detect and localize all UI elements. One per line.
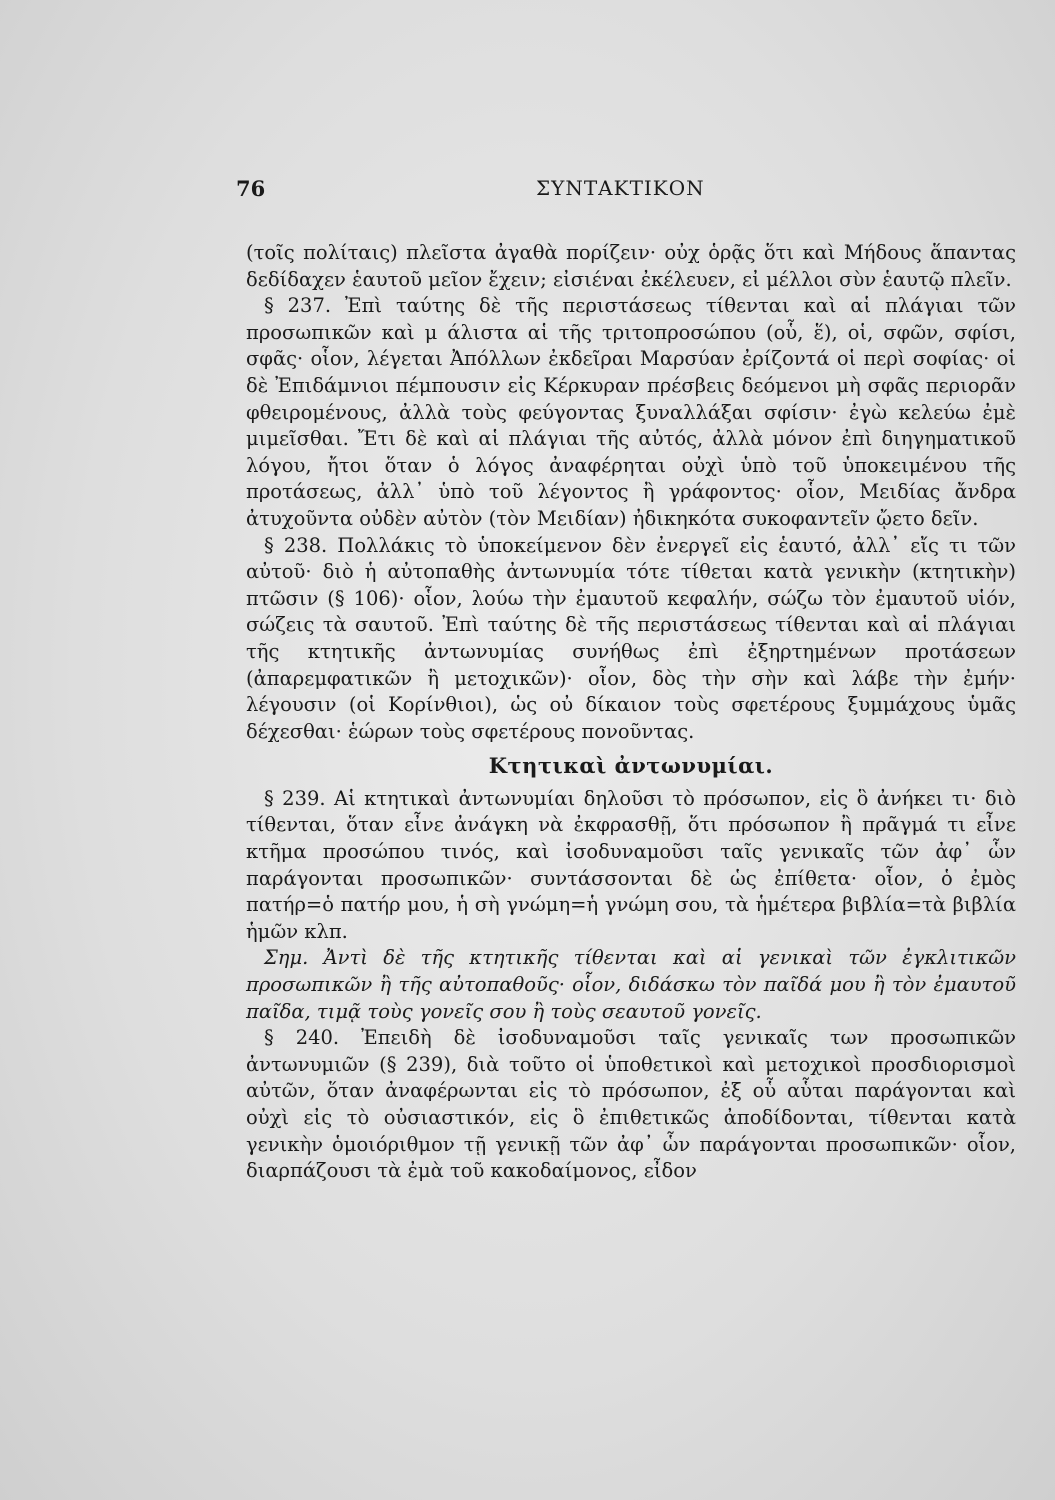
paragraph-240: § 240. Ἐπειδὴ δὲ ἰσοδυναμοῦσι ταῖς γενικαῖς των προσωπικῶν ἀντωνυμιῶν (§ 239), διὰ τοῦτο οἱ ὑποθετικοὶ καὶ μετοχικοὶ προσδιορισμοὶ αὐτῶν, ὅταν ἀναφέρωνται εἰς τὸ πρόσωπον, ἐξ οὗ αὗται παράγονται καὶ οὐχὶ εἰς τὸ οὐσιαστικόν, εἰς ὃ ἐπιθετικῶς ἀποδίδονται, τίθενται κατὰ γενικὴν ὁμοιόριθμον τῇ γενικῇ τῶν ἀφ᾽ ὧν παράγονται προσωπικῶν· οἷον, διαρπάζουσι τὰ ἐμὰ τοῦ κακοδαίμονος, εἶδον	[246, 1026, 1016, 1183]
paragraph-237: § 237. Ἐπὶ ταύτης δὲ τῆς περιστάσεως τίθενται καὶ αἱ πλάγιαι τῶν προσωπικῶν καὶ μ άλιστα αἱ τῆς τριτοπροσώπου (οὗ, ἕ), οἱ, σφῶν, σφίσι, σφᾶς· οἷον, λέγεται Ἀπόλλων ἐκδεῖραι Μαρσύαν ἐρίζοντά οἱ περὶ σοφίας· οἱ δὲ Ἐπιδάμνιοι πέμπουσιν εἰς Κέρκυραν πρέσβεις δεόμενοι μὴ σφᾶς περιορᾶν φθειρομένους, ἀλλὰ τοὺς φεύγοντας ξυναλλάξαι σφίσιν· ἐγὼ κελεύω ἐμὲ μιμεῖσθαι. Ἔτι δὲ καὶ αἱ πλάγιαι τῆς αὐτός, ἀλλὰ μόνον ἐπὶ διηγηματικοῦ λόγου, ἤτοι ὅταν ὁ λόγος ἀναφέρηται οὐχὶ ὑπὸ τοῦ ὑποκειμένου τῆς προτάσεως, ἀλλ᾽ ὑπὸ τοῦ λέγοντος ἢ γράφοντος· οἷον, Μειδίας ἄνδρα ἀτυχοῦντα οὐδὲν αὐτὸν (τὸν Μειδίαν) ἠδικηκότα συκοφαντεῖν ᾤετο δεῖν.	[246, 294, 1016, 530]
body-text	[246, 240, 1016, 1185]
note-paragraph: Σημ. Ἀντὶ δὲ τῆς κτητικῆς τίθενται καὶ αἱ γενικαὶ τῶν ἐγκλιτικῶν προσωπικῶν ἢ τῆς αὐτοπαθοῦς· οἷον, διδάσκω τὸν παῖδά μου ἢ τὸν ἐμαυτοῦ παῖδα, τιμᾷ τοὺς γονεῖς σου ἢ τοὺς σεαυτοῦ γονεῖς.	[246, 946, 1016, 1023]
paragraph-continuation: (τοῖς πολίταις) πλεῖστα ἀγαθὰ πορίζειν· οὐχ ὁρᾷς ὅτι καὶ Μήδους ἅπαντας δεδίδαχεν ἑαυτοῦ μεῖον ἔχειν; εἰσιέναι ἐκέλευεν, εἰ μέλλοι σὺν ἑαυτῷ πλεῖν.	[246, 241, 1016, 291]
page-header	[236, 176, 1016, 206]
page-number: 76	[236, 176, 266, 201]
section-heading: Κτητικαὶ ἀντωνυμίαι.	[488, 753, 774, 779]
paragraph-239: § 239. Αἱ κτητικαὶ ἀντωνυμίαι δηλοῦσι τὸ πρόσωπον, εἰς ὃ ἀνήκει τι· διὸ τίθενται, ὅταν εἶνε ἀνάγκη νὰ ἐκφρασθῇ, ὅτι πρόσωπον ἢ πρᾶγμά τι εἶνε κτῆμα προσώπου τινός, καὶ ἰσοδυναμοῦσι ταῖς γενικαῖς τῶν ἀφ᾽ ὧν παράγονται προσωπικῶν· συντάσσονται δὲ ὡς ἐπίθετα· οἷον, ὁ ἐμὸς πατήρ=ὁ πατήρ μου, ἡ σὴ γνώμη=ἡ γνώμη σου, τὰ ἡμέτερα βιβλία=τὰ βιβλία ἡμῶν κλπ.	[246, 786, 1016, 943]
paragraph-238: § 238. Πολλάκις τὸ ὑποκείμενον δὲν ἐνεργεῖ εἰς ἑαυτό, ἀλλ᾽ εἴς τι τῶν αὐτοῦ· διὸ ἡ αὐτοπαθὴς ἀντωνυμία τότε τίθεται κατὰ γενικὴν (κτητικὴν) πτῶσιν (§ 106)· οἷον, λούω τὴν ἐμαυτοῦ κεφαλήν, σώζω τὸν ἐμαυτοῦ υἱόν, σώζεις τὰ σαυτοῦ. Ἐπὶ ταύτης δὲ τῆς περιστάσεως τίθενται καὶ αἱ πλάγιαι τῆς κτητικῆς ἀντωνυμίας συνήθως ἐπὶ ἐξηρτημένων προτάσεων (ἀπαρεμφατικῶν ἢ μετοχικῶν)· οἷον, δὸς τὴν σὴν καὶ λάβε τὴν ἐμήν· λέγουσιν (οἱ Κορίνθιοι), ὡς οὐ δίκαιον τοὺς σφετέρους ξυμμάχους ὑμᾶς δέχεσθαι· ἑώρων τοὺς σφετέρους πονοῦντας.	[246, 533, 1016, 743]
running-title: ΣΥΝΤΑΚΤΙΚΟΝ	[536, 176, 705, 200]
